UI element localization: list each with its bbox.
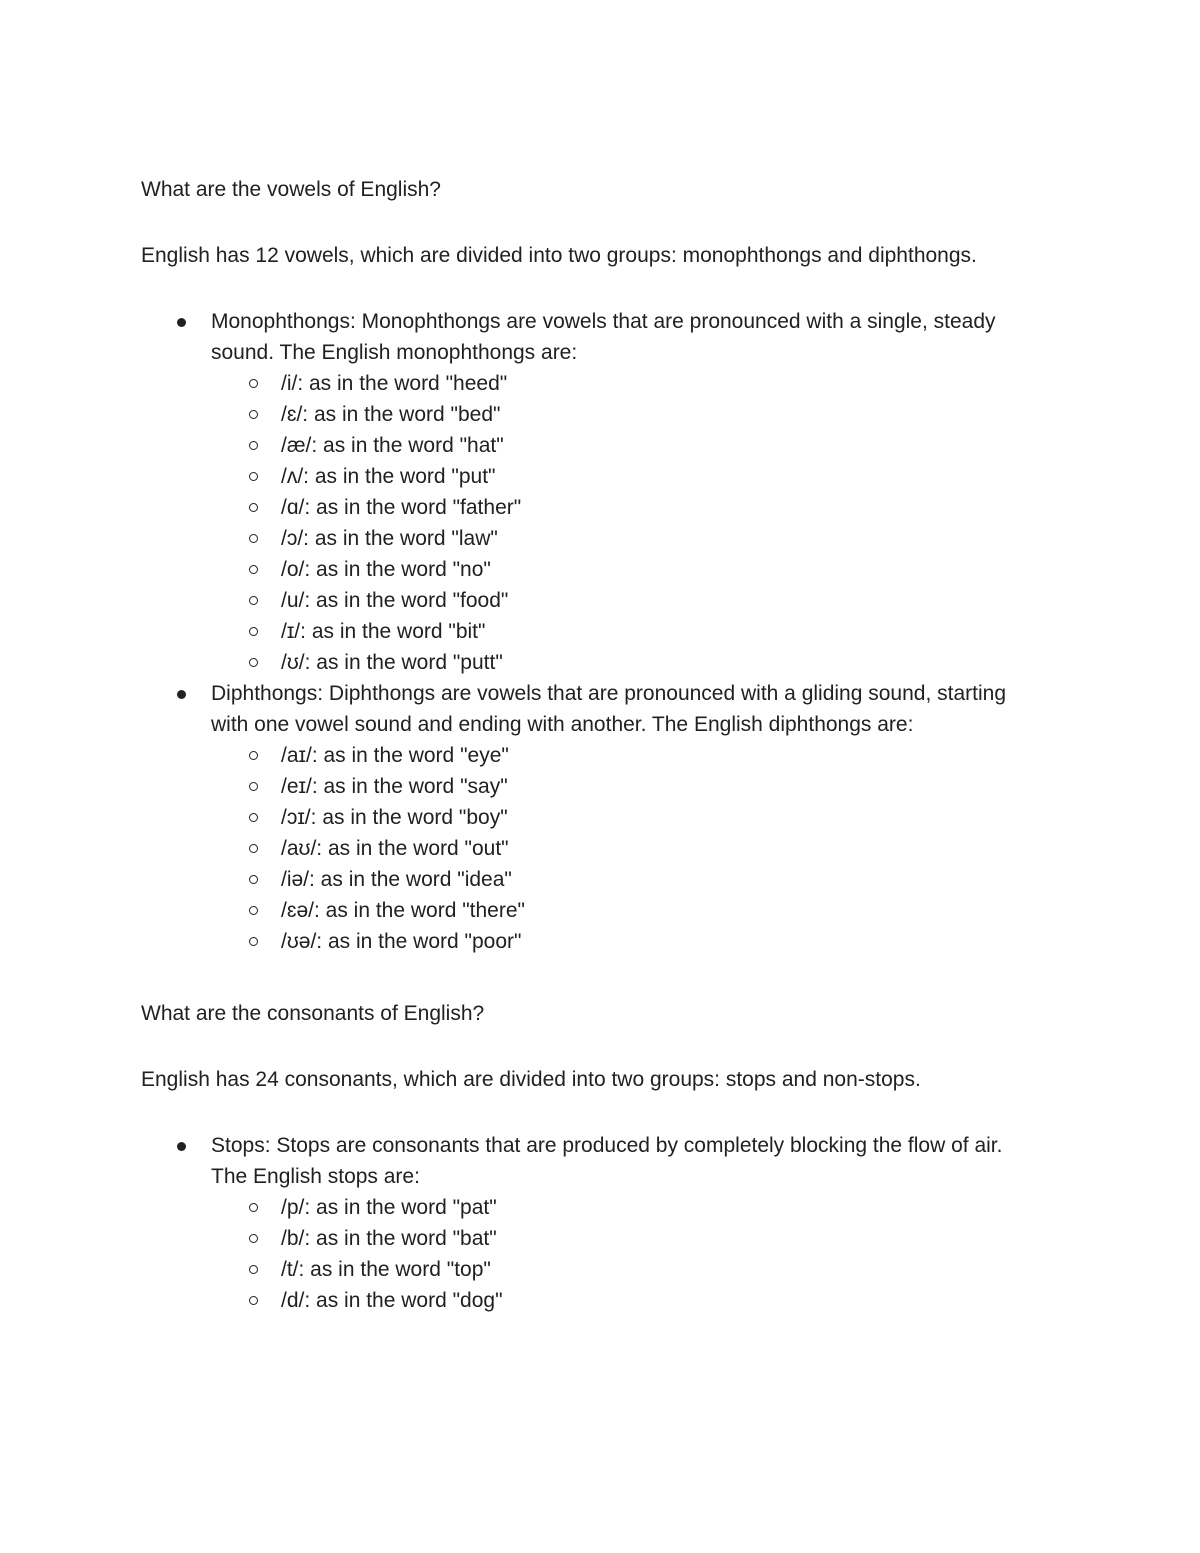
- circle-bullet-icon: [249, 1203, 258, 1212]
- stops-list: [211, 1192, 1041, 1316]
- list-item-monophthongs: [211, 306, 1041, 678]
- list-item: [281, 399, 1041, 430]
- list-item: [281, 585, 1041, 616]
- vowel-entry: /ɛ/: as in the word "bed": [281, 403, 501, 426]
- vowel-entry: /ʊ/: as in the word "putt": [281, 651, 503, 674]
- circle-bullet-icon: [249, 410, 258, 419]
- list-item: [281, 461, 1041, 492]
- list-item: [281, 647, 1041, 678]
- vowel-entry: /ɔɪ/: as in the word "boy": [281, 806, 508, 829]
- circle-bullet-icon: [249, 596, 258, 605]
- list-item: [281, 1285, 1041, 1316]
- list-item: [281, 492, 1041, 523]
- bullet-icon: [177, 690, 186, 699]
- list-item: [281, 368, 1041, 399]
- list-item-stops: [211, 1130, 1041, 1316]
- vowel-entry: /ɑ/: as in the word "father": [281, 496, 522, 519]
- circle-bullet-icon: [249, 844, 258, 853]
- vowel-entry: /ɛə/: as in the word "there": [281, 899, 525, 922]
- consonant-entry: /t/: as in the word "top": [281, 1258, 491, 1281]
- monophthongs-list: [211, 368, 1041, 678]
- list-item: [281, 740, 1041, 771]
- circle-bullet-icon: [249, 503, 258, 512]
- vowel-entry: /u/: as in the word "food": [281, 589, 509, 612]
- list-item: [281, 523, 1041, 554]
- consonants-heading: What are the consonants of English?: [141, 1002, 485, 1025]
- vowel-entry: /ʊə/: as in the word "poor": [281, 930, 522, 953]
- list-item: [281, 554, 1041, 585]
- circle-bullet-icon: [249, 937, 258, 946]
- stops-description: Stops: Stops are consonants that are produced by completely blocking the flow of air. The English stops are:: [211, 1134, 1003, 1188]
- list-item: [281, 802, 1041, 833]
- list-item: [281, 895, 1041, 926]
- vowel-entry: /eɪ/: as in the word "say": [281, 775, 508, 798]
- vowels-heading: What are the vowels of English?: [141, 178, 441, 201]
- vowel-entry: /æ/: as in the word "hat": [281, 434, 504, 457]
- circle-bullet-icon: [249, 441, 258, 450]
- circle-bullet-icon: [249, 813, 258, 822]
- diphthongs-list: [211, 740, 1041, 957]
- circle-bullet-icon: [249, 906, 258, 915]
- vowel-groups-list: [141, 306, 1041, 957]
- vowels-intro: English has 12 vowels, which are divided into two groups: monophthongs and diphthongs.: [141, 244, 977, 267]
- circle-bullet-icon: [249, 1234, 258, 1243]
- circle-bullet-icon: [249, 782, 258, 791]
- circle-bullet-icon: [249, 875, 258, 884]
- vowel-entry: /ɪ/: as in the word "bit": [281, 620, 486, 643]
- vowel-entry: /aʊ/: as in the word "out": [281, 837, 509, 860]
- circle-bullet-icon: [249, 751, 258, 760]
- vowel-entry: /aɪ/: as in the word "eye": [281, 744, 509, 767]
- document-page: [141, 174, 1041, 1316]
- list-item-diphthongs: [211, 678, 1041, 957]
- diphthongs-description: Diphthongs: Diphthongs are vowels that are pronounced with a gliding sound, starting with one vowel sound and ending with another. The English diphthongs are:: [211, 682, 1006, 736]
- vowel-entry: /i/: as in the word "heed": [281, 372, 508, 395]
- circle-bullet-icon: [249, 1296, 258, 1305]
- list-item: [281, 1192, 1041, 1223]
- list-item: [281, 771, 1041, 802]
- vowel-entry: /ʌ/: as in the word "put": [281, 465, 496, 488]
- vowel-entry: /ɔ/: as in the word "law": [281, 527, 498, 550]
- bullet-icon: [177, 318, 186, 327]
- vowel-entry: /o/: as in the word "no": [281, 558, 491, 581]
- list-item: [281, 1223, 1041, 1254]
- circle-bullet-icon: [249, 534, 258, 543]
- consonant-entry: /p/: as in the word "pat": [281, 1196, 497, 1219]
- list-item: [281, 864, 1041, 895]
- consonant-entry: /b/: as in the word "bat": [281, 1227, 497, 1250]
- circle-bullet-icon: [249, 379, 258, 388]
- consonant-entry: /d/: as in the word "dog": [281, 1289, 503, 1312]
- bullet-icon: [177, 1142, 186, 1151]
- circle-bullet-icon: [249, 658, 258, 667]
- vowel-entry: /iə/: as in the word "idea": [281, 868, 512, 891]
- circle-bullet-icon: [249, 565, 258, 574]
- monophthongs-description: Monophthongs: Monophthongs are vowels that are pronounced with a single, steady sound. The English monophthongs are:: [211, 310, 996, 364]
- circle-bullet-icon: [249, 1265, 258, 1274]
- list-item: [281, 430, 1041, 461]
- circle-bullet-icon: [249, 472, 258, 481]
- list-item: [281, 1254, 1041, 1285]
- list-item: [281, 926, 1041, 957]
- circle-bullet-icon: [249, 627, 258, 636]
- consonant-groups-list: [141, 1130, 1041, 1316]
- consonants-intro: English has 24 consonants, which are divided into two groups: stops and non-stops.: [141, 1068, 921, 1091]
- list-item: [281, 833, 1041, 864]
- list-item: [281, 616, 1041, 647]
